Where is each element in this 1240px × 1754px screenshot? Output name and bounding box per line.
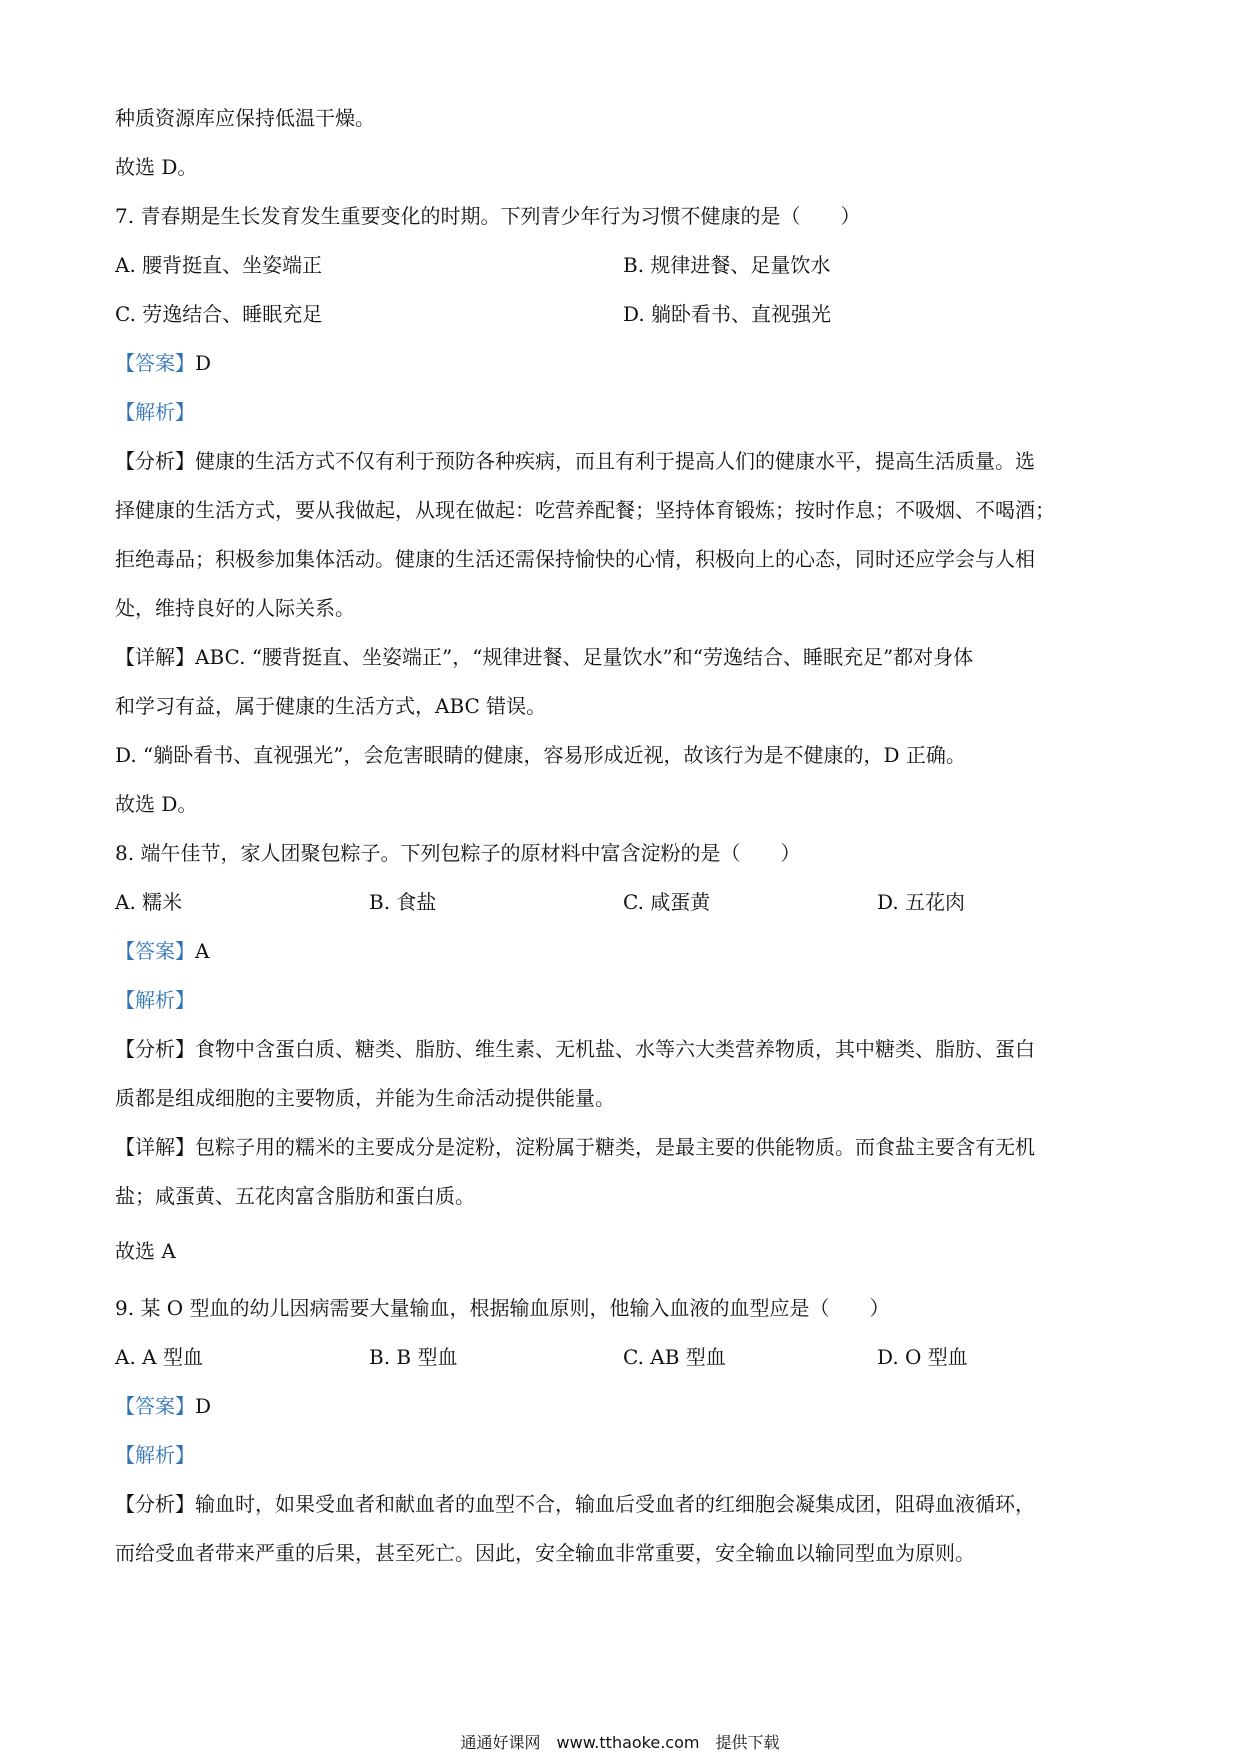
- analysis-paragraph: [115, 1491, 1125, 1517]
- explain-tag: 【解析】: [115, 988, 195, 1012]
- explain-tag: 【解析】: [115, 1443, 195, 1467]
- analysis-text: 而给受血者带来严重的后果，甚至死亡。因此，安全输血非常重要，安全输血以输同型血为原则。: [115, 1541, 975, 1565]
- option-a: A. A 型血: [115, 1345, 203, 1369]
- detail-text: ABC. “腰背挺直、坐姿端正”，“规律进餐、足量饮水”和“劳逸结合、睡眠充足”都对身体: [195, 645, 974, 669]
- analysis-paragraph: [115, 1036, 1125, 1062]
- option-b: B. 食盐: [369, 890, 437, 914]
- answer-line: [115, 938, 1125, 964]
- answer-tag: 【答案】: [115, 351, 195, 375]
- detail-text: D. “躺卧看书、直视强光”，会危害眼睛的健康，容易形成近视，故该行为是不健康的，D 正确。: [115, 743, 966, 767]
- option-d: D. O 型血: [877, 1345, 968, 1369]
- answer-value: D: [195, 1394, 212, 1418]
- option-d: D. 五花肉: [877, 890, 966, 914]
- option-c: C. 劳逸结合、睡眠充足: [115, 302, 323, 326]
- question-9-stem: 9. 某 O 型血的幼儿因病需要大量输血，根据输血原则，他输入血液的血型应是（ ）: [115, 1296, 890, 1320]
- option-a: A. 腰背挺直、坐姿端正: [115, 253, 323, 277]
- answer-tag: 【答案】: [115, 1394, 195, 1418]
- detail-tag: 【详解】: [115, 645, 195, 669]
- conclusion: 故选 D。: [115, 792, 198, 816]
- text-line: 种质资源库应保持低温干燥。: [115, 106, 375, 130]
- analysis-text: 健康的生活方式不仅有利于预防各种疾病，而且有利于提高人们的健康水平，提高生活质量。选: [195, 449, 1035, 473]
- option-c: C. AB 型血: [623, 1345, 726, 1369]
- detail-paragraph: [115, 1134, 1125, 1160]
- detail-text: 包粽子用的糯米的主要成分是淀粉，淀粉属于糖类，是最主要的供能物质。而食盐主要含有无机: [195, 1135, 1035, 1159]
- question-7-stem: 7. 青春期是生长发育发生重要变化的时期。下列青少年行为习惯不健康的是（ ）: [115, 204, 861, 228]
- detail-text: 和学习有益，属于健康的生活方式，ABC 错误。: [115, 694, 547, 718]
- analysis-paragraph: [115, 448, 1125, 474]
- option-b: B. 规律进餐、足量饮水: [623, 253, 831, 277]
- option-d: D. 躺卧看书、直视强光: [623, 302, 832, 326]
- text-line: 故选 D。: [115, 155, 198, 179]
- detail-tag: 【详解】: [115, 1135, 195, 1159]
- conclusion: 故选 A: [115, 1239, 176, 1263]
- analysis-text: 处，维持良好的人际关系。: [115, 596, 355, 620]
- detail-paragraph: [115, 644, 1125, 670]
- analysis-tag: 【分析】: [115, 1492, 195, 1516]
- analysis-text: 输血时，如果受血者和献血者的血型不合，输血后受血者的红细胞会凝集成团，阻碍血液循环，: [195, 1492, 1035, 1516]
- analysis-text: 质都是组成细胞的主要物质，并能为生命活动提供能量。: [115, 1086, 615, 1110]
- question-8-stem: 8. 端午佳节，家人团聚包粽子。下列包粽子的原材料中富含淀粉的是（ ）: [115, 841, 801, 865]
- explain-tag: 【解析】: [115, 400, 195, 424]
- analysis-tag: 【分析】: [115, 449, 195, 473]
- analysis-text: 拒绝毒品；积极参加集体活动。健康的生活还需保持愉快的心情，积极向上的心态，同时还应学会与人相: [115, 547, 1035, 571]
- answer-tag: 【答案】: [115, 939, 195, 963]
- page-footer: 通通好课网 www.tthaoke.com 提供下载: [460, 1733, 780, 1752]
- option-c: C. 咸蛋黄: [623, 890, 711, 914]
- answer-line: [115, 1393, 1125, 1419]
- detail-text: 盐；咸蛋黄、五花肉富含脂肪和蛋白质。: [115, 1184, 475, 1208]
- option-a: A. 糯米: [115, 890, 183, 914]
- analysis-text: 食物中含蛋白质、糖类、脂肪、维生素、无机盐、水等六大类营养物质，其中糖类、脂肪、蛋白: [195, 1037, 1035, 1061]
- answer-value: D: [195, 351, 212, 375]
- analysis-tag: 【分析】: [115, 1037, 195, 1061]
- analysis-text: 择健康的生活方式，要从我做起，从现在做起：吃营养配餐；坚持体育锻炼；按时作息；不吸烟、不喝酒；: [115, 498, 1055, 522]
- answer-line: [115, 350, 1125, 376]
- option-b: B. B 型血: [369, 1345, 458, 1369]
- answer-value: A: [195, 939, 210, 963]
